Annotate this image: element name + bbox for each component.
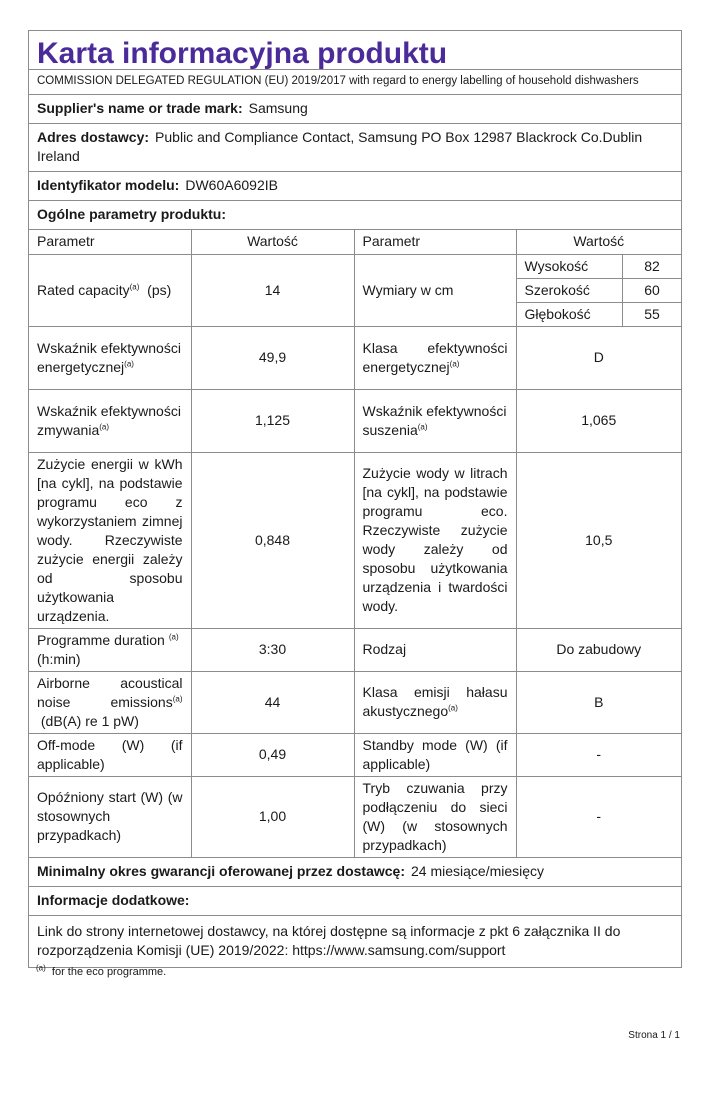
supplier-label: Supplier's name or trade mark: — [37, 100, 243, 116]
table-row — [29, 326, 681, 389]
cleaning-value: 1,125 — [191, 389, 354, 452]
standby-value: - — [516, 733, 681, 776]
off-mode-value: 0,49 — [191, 733, 354, 776]
width-label: Szerokość — [517, 278, 623, 302]
capacity-value: 14 — [191, 254, 354, 326]
general-params-heading: Ogólne parametry produktu: — [29, 200, 681, 229]
header-param-1: Parametr — [29, 230, 191, 254]
table-row — [29, 254, 681, 326]
table-row — [29, 452, 681, 628]
noise-class-value: B — [516, 671, 681, 733]
table-header-row — [29, 230, 681, 254]
noise-label: Airborne acoustical noise emissions$^{(a)}$ (dB(A) re 1 pW) — [29, 671, 191, 733]
energy-class-label: Klasa efektywności energetycznej$^{(a)}$ — [354, 326, 516, 389]
parameters-table-wrap — [29, 229, 681, 857]
water-consumption-value: 10,5 — [516, 452, 681, 628]
delay-start-value: 1,00 — [191, 776, 354, 857]
supplier-value: Samsung — [248, 100, 308, 116]
additional-info-heading: Informacje dodatkowe: — [29, 886, 681, 915]
table-row — [29, 776, 681, 857]
eei-value: 49,9 — [191, 326, 354, 389]
footnote: $^{(a)}$ for the eco programme. — [36, 963, 167, 978]
header-param-2: Parametr — [354, 230, 516, 254]
networked-standby-value: - — [516, 776, 681, 857]
width-value: 60 — [623, 278, 682, 302]
eei-label: Wskaźnik efektywności energetycznej$^{(a)}$ — [29, 326, 191, 389]
model-value: DW60A6092IB — [185, 177, 278, 193]
depth-label: Głębokość — [517, 302, 623, 326]
parameters-table — [29, 230, 681, 857]
supplier-row — [29, 94, 681, 123]
model-row — [29, 171, 681, 200]
off-mode-label: Off-mode (W) (if applicable) — [29, 733, 191, 776]
dimensions-values — [516, 254, 681, 326]
warranty-row — [29, 857, 681, 886]
duration-value: 3:30 — [191, 628, 354, 671]
type-value: Do zabudowy — [516, 628, 681, 671]
table-row — [29, 733, 681, 776]
warranty-label: Minimalny okres gwarancji oferowanej przez dostawcę: — [37, 862, 405, 879]
address-label: Adres dostawcy: — [37, 129, 150, 145]
address-row — [29, 123, 681, 171]
model-label: Identyfikator modelu: — [37, 177, 180, 193]
energy-class-value: D — [516, 326, 681, 389]
address-value: Public and Compliance Contact, Samsung PO Box 12987 Blackrock Co.Dublin Ireland — [37, 129, 643, 164]
drying-value: 1,065 — [516, 389, 681, 452]
depth-value: 55 — [623, 302, 682, 326]
page-title: Karta informacyjna produktu — [37, 37, 448, 70]
header-value-1: Wartość — [191, 230, 354, 254]
networked-standby-label: Tryb czuwania przy podłączeniu do sieci (W) (w stosownych przypadkach) — [354, 776, 516, 857]
energy-consumption-label: Zużycie energii w kWh [na cykl], na podstawie programu eco z wykorzystaniem zimnej wody. Rzeczywiste zużycie energii zależy od sposobu użytkowania urządzenia. — [29, 452, 191, 628]
header-value-2: Wartość — [516, 230, 681, 254]
water-consumption-label: Zużycie wody w litrach [na cykl], na podstawie programu eco. Rzeczywiste zużycie wody zależy od sposobu użytkowania urządzenia i twardości wody. — [354, 452, 516, 628]
page-number: Strona 1 / 1 — [628, 1030, 680, 1041]
additional-info-text: Link do strony internetowej dostawcy, na której dostępne są informacje z pkt 6 załącznika II do rozporządzenia Komisji (UE) 2019/2022: https://www.samsung.com/support — [29, 915, 681, 967]
table-row — [29, 389, 681, 452]
dimensions-label: Wymiary w cm — [354, 254, 516, 326]
type-label: Rodzaj — [354, 628, 516, 671]
standby-label: Standby mode (W) (if applicable) — [354, 733, 516, 776]
height-value: 82 — [623, 255, 682, 279]
table-row — [29, 671, 681, 733]
cleaning-label: Wskaźnik efektywności zmywania$^{(a)}$ — [29, 389, 191, 452]
capacity-label: Rated capacity$^{(a)}$ (ps) — [29, 254, 191, 326]
table-row — [29, 628, 681, 671]
energy-consumption-value: 0,848 — [191, 452, 354, 628]
delay-start-label: Opóźniony start (W) (w stosownych przypadkach) — [29, 776, 191, 857]
duration-label: Programme duration $^{(a)}$ (h:min) — [29, 628, 191, 671]
noise-value: 44 — [191, 671, 354, 733]
product-information-sheet — [28, 30, 682, 968]
height-label: Wysokość — [517, 255, 623, 279]
warranty-value: 24 miesiące/miesięcy — [411, 862, 545, 879]
regulation-reference: COMMISSION DELEGATED REGULATION (EU) 2019/2017 with regard to energy labelling of household dishwashers — [29, 69, 681, 94]
noise-class-label: Klasa emisji hałasu akustycznego$^{(a)}$ — [354, 671, 516, 733]
drying-label: Wskaźnik efektywności suszenia$^{(a)}$ — [354, 389, 516, 452]
